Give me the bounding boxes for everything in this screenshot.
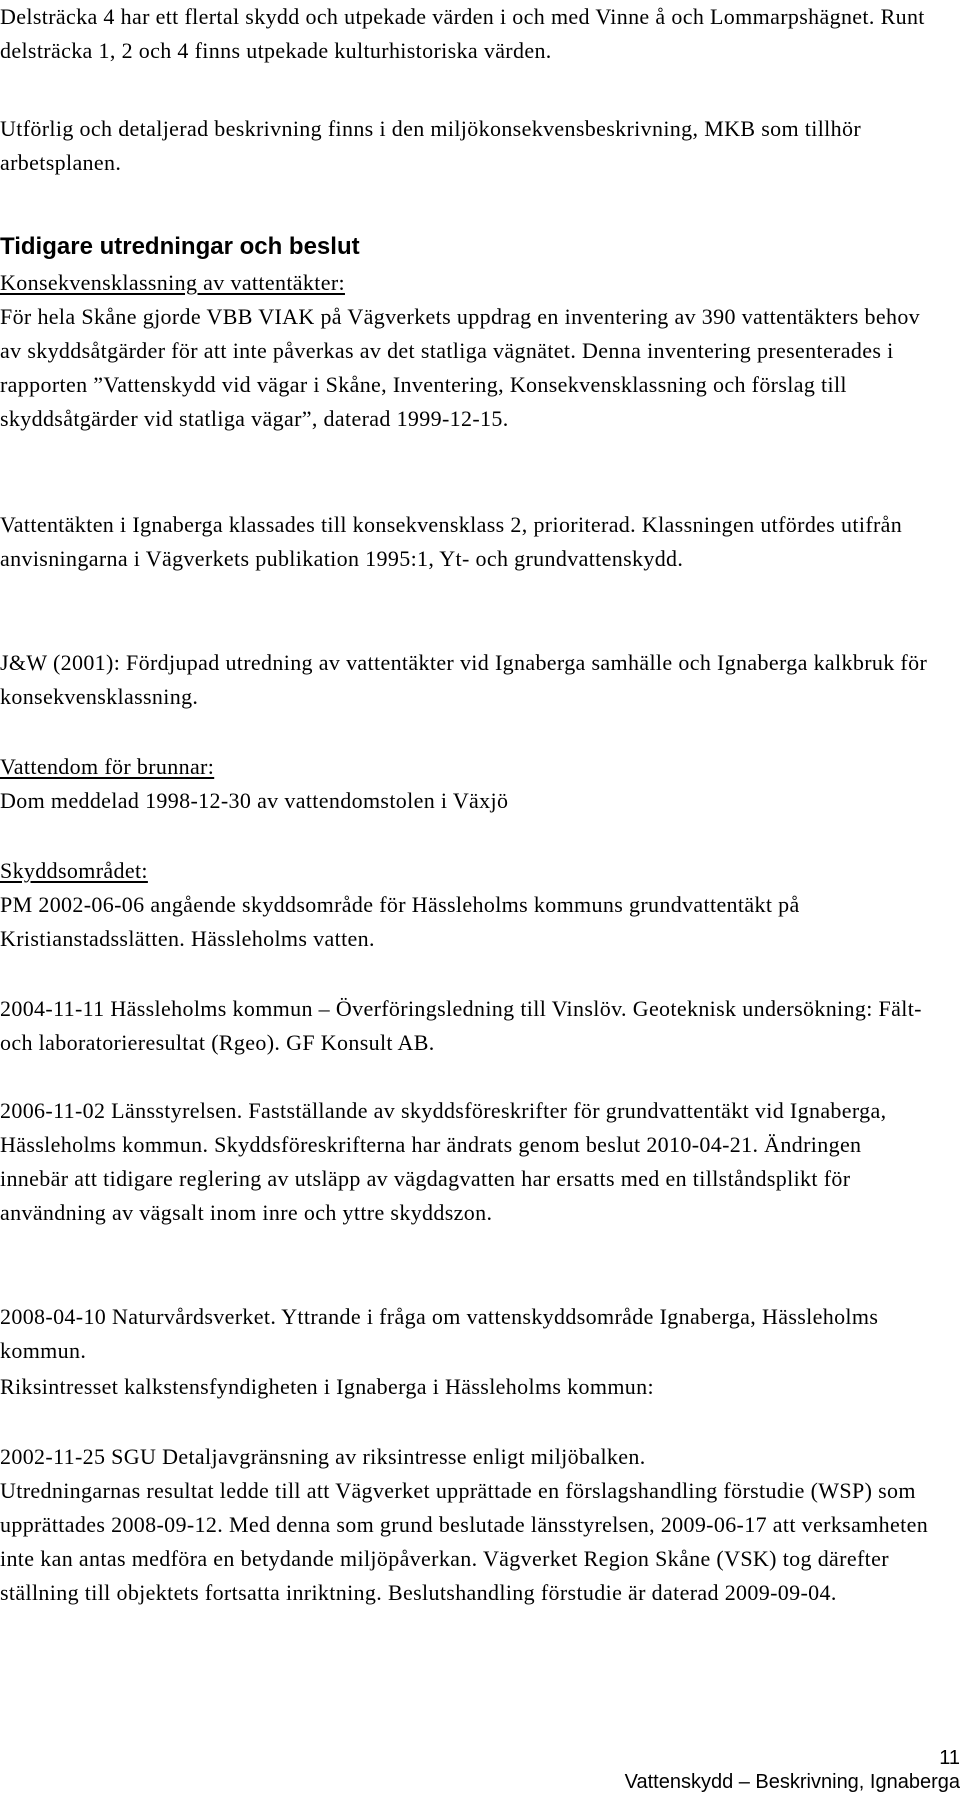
intro-paragraph-1: Delsträcka 4 har ett flertal skydd och utpekade värden i och med Vinne å och Lommarpshägnet. Runt delsträcka 1, 2 och 4 finns utpekade kulturhistoriska värden. (0, 4, 925, 63)
water-court-paragraph-1: Dom meddelad 1998-12-30 av vattendomstolen i Växjö (0, 788, 509, 813)
consequence-class-paragraph-1: För hela Skåne gjorde VBB VIAK på Vägverkets uppdrag en inventering av 390 vattentäkters behov av skyddsåtgärder för att inte påverkas av det statliga vägnätet. Denna inventering presenterades i rapporten ”Vattenskydd vid vägar i Skåne, Inventering, Konsekvensklassning och förslag till skyddsåtgärder vid statliga vägar”, daterad 1999-12-15. (0, 304, 921, 431)
subsection-heading-water-court: Vattendom för brunnar: (0, 754, 215, 779)
consequence-class-paragraph-2: Vattentäkten i Ignaberga klassades till konsekvensklass 2, prioriterad. Klassningen utfördes utifrån anvisningarna i Vägverkets publikation 1995:1, Yt- och grundvattenskydd. (0, 512, 903, 571)
protection-area-paragraph-2: 2004-11-11 Hässleholms kommun – Överföringsledning till Vinslöv. Geoteknisk undersökning: Fält- och laboratorieresultat (Rgeo). GF Konsult AB. (0, 996, 922, 1055)
footer-document-title: Vattenskydd – Beskrivning, Ignaberga (624, 1771, 960, 1793)
national-interest-paragraph-1: 2002-11-25 SGU Detaljavgränsning av riksintresse enligt miljöbalken. (0, 1444, 646, 1469)
subsection-heading-national-interest: Riksintresset kalkstensfyndigheten i Ignaberga i Hässleholms kommun: (0, 1374, 654, 1399)
subsection-heading-consequence-class: Konsekvensklassning av vattentäkter: (0, 270, 345, 295)
subsection-heading-protection-area: Skyddsområdet: (0, 858, 148, 883)
national-interest-paragraph-2: Utredningarnas resultat ledde till att Vägverket upprättade en förslagshandling förstudie (WSP) som upprättades 2008-09-12. Med denna som grund beslutade länsstyrelsen, 2009-06-17 att verksamheten inte kan antas medföra en betydande miljöpåverkan. Vägverket Region Skåne (VSK) tog därefter ställning till objektets fortsatta inriktning. Beslutshandling förstudie är daterad 2009-09-04. (0, 1478, 929, 1605)
consequence-class-paragraph-3: J&W (2001): Fördjupad utredning av vattentäkter vid Ignaberga samhälle och Ignaberga kalkbruk för konsekvensklassning. (0, 650, 928, 709)
intro-paragraph-2: Utförlig och detaljerad beskrivning finns i den miljökonsekvensbeskrivning, MKB som tillhör arbetsplanen. (0, 116, 862, 175)
protection-area-paragraph-1: PM 2002-06-06 angående skyddsområde för Hässleholms kommuns grundvattentäkt på Kristianstadsslätten. Hässleholms vatten. (0, 892, 800, 951)
protection-area-paragraph-4: 2008-04-10 Naturvårdsverket. Yttrande i fråga om vattenskyddsområde Ignaberga, Hässleholms kommun. (0, 1304, 879, 1363)
section-heading: Tidigare utredningar och beslut (0, 233, 360, 260)
protection-area-paragraph-3: 2006-11-02 Länsstyrelsen. Fastställande av skyddsföreskrifter för grundvattentäkt vid Ignaberga, Hässleholms kommun. Skyddsföreskrifterna har ändrats genom beslut 2010-04-21. Ändringen innebär att tidigare reglering av utsläpp av vägdagvatten har ersatts med en tillståndsplikt för användning av vägsalt inom inre och yttre skyddszon. (0, 1098, 887, 1225)
page-number: 11 (939, 1747, 960, 1769)
